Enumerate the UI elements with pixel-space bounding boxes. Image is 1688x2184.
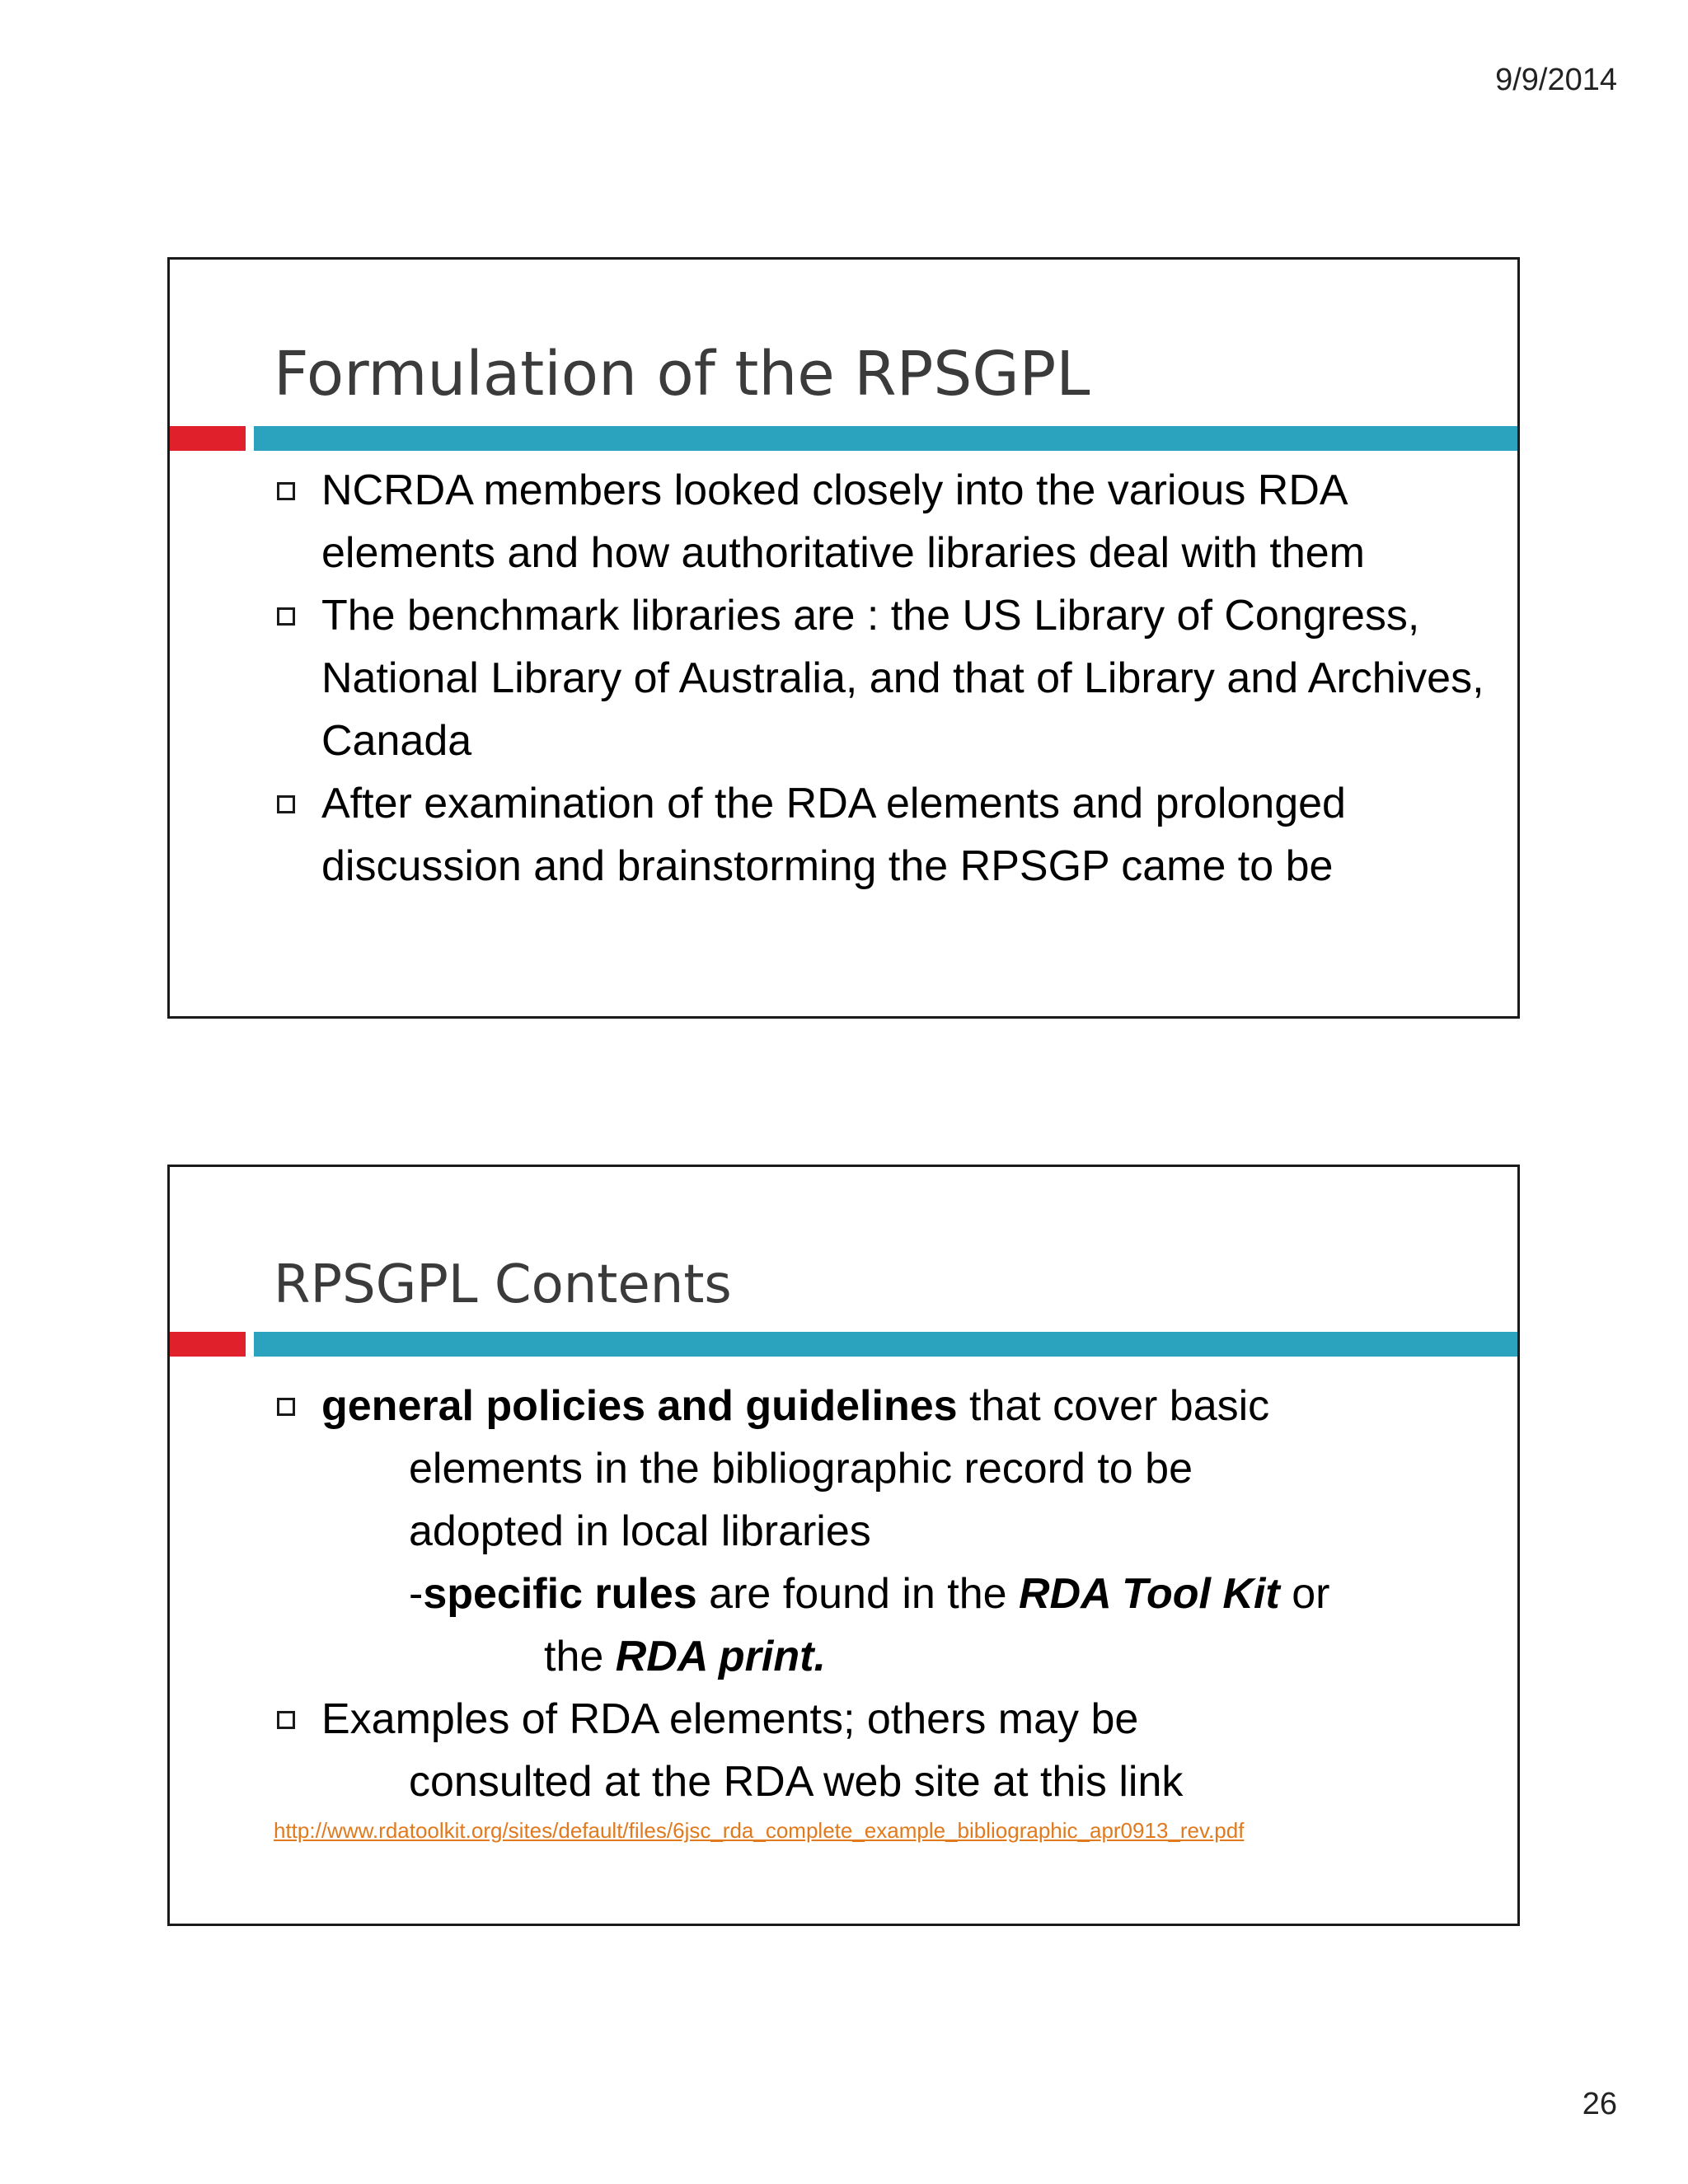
rda-example-link[interactable]: http://www.rdatoolkit.org/sites/default/files/6jsc_rda_complete_example_bibliographic_apr0913_rev.pdf [274, 1818, 1245, 1843]
page-date: 9/9/2014 [1495, 63, 1617, 97]
square-bullet-icon [277, 607, 295, 626]
page-number: 26 [1582, 2087, 1617, 2121]
slide-formulation [167, 257, 1520, 1019]
bullet-text: are found in the [696, 1570, 1019, 1618]
square-bullet-icon [277, 1398, 295, 1416]
title-accent-blue-bar [254, 426, 1517, 451]
bullet-sub-line [321, 1563, 1484, 1625]
bullet-continuation: adopted in local libraries [409, 1507, 871, 1555]
bullet-text: or [1279, 1570, 1330, 1618]
bullet-line [321, 1382, 1269, 1430]
bullet-continuation: elements in the bibliographic record to be [409, 1445, 1193, 1493]
bullet-continuation: consulted at the RDA web site at this link [409, 1758, 1184, 1806]
bullet-item [274, 772, 1484, 898]
bullet-list [274, 459, 1484, 898]
bullet-item [274, 584, 1484, 772]
bullet-item [274, 1375, 1484, 1688]
title-accent-blue-bar [254, 1332, 1517, 1357]
title-accent-red-bar [170, 426, 246, 451]
bullet-text: the [544, 1633, 616, 1680]
bold-phrase: specific rules [423, 1570, 697, 1618]
bullet-sub-line [321, 1625, 1484, 1688]
bold-phrase: general policies and guidelines [321, 1382, 958, 1430]
dash: - [409, 1570, 424, 1618]
square-bullet-icon [277, 795, 295, 813]
bullet-text: The benchmark libraries are : the US Library of Congress, National Library of Australia, and that of Library and Archives, Canada [321, 592, 1484, 765]
square-bullet-icon [277, 1711, 295, 1729]
bullet-text: Examples of RDA elements; others may be [321, 1695, 1139, 1743]
bold-italic-phrase: RDA print. [615, 1633, 826, 1680]
square-bullet-icon [277, 482, 295, 500]
slide-title: Formulation of the RPSGPL [274, 339, 1090, 410]
bold-italic-phrase: RDA Tool Kit [1019, 1570, 1280, 1618]
bullet-text: that cover basic [957, 1382, 1270, 1430]
bullet-text: NCRDA members looked closely into the various RDA elements and how authoritative libraries deal with them [321, 466, 1366, 577]
bullet-item [274, 1688, 1484, 1813]
bullet-text: After examination of the RDA elements and prolonged discussion and brainstorming the RPSGP came to be [321, 780, 1346, 890]
slide-title: RPSGPL Contents [274, 1254, 732, 1315]
title-accent-red-bar [170, 1332, 246, 1357]
bullet-list [274, 1375, 1484, 1813]
bullet-item [274, 459, 1484, 584]
slide-contents [167, 1165, 1520, 1926]
